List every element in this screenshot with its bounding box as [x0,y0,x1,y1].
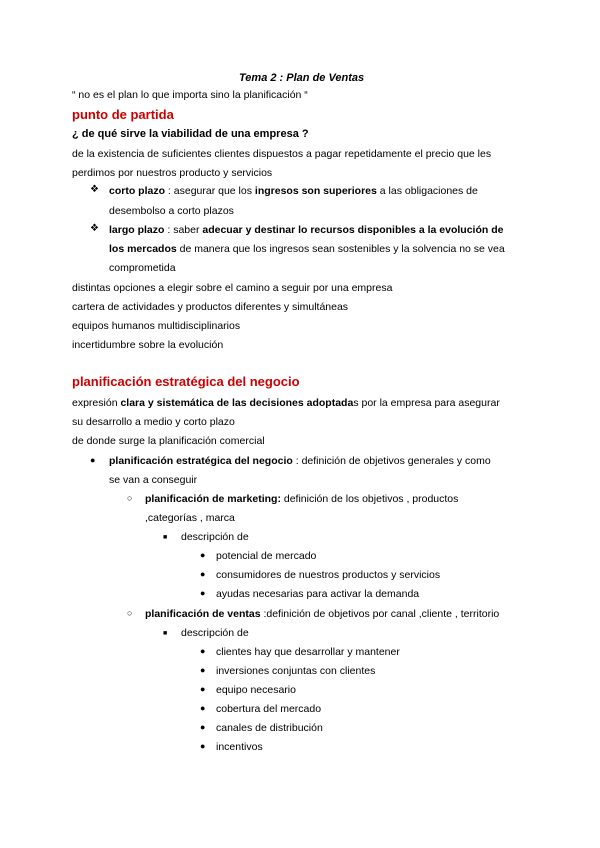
list-item: cobertura del mercado [216,703,322,715]
paragraph-line: perdimos por nuestros producto y servicios [72,167,273,179]
bullet-text: : saber [164,224,203,236]
list-item: incentivos [216,741,263,753]
bullet-short-term-cont: desembolso a corto plazos [109,205,234,217]
bullet-long-term [109,224,503,237]
text-run: s por la empresa para asegurar [353,397,500,409]
list-item: ayudas necesarias para activar la demanda [216,588,420,600]
disc-bullet-icon: ● [200,703,206,713]
heading-punto-de-partida: punto de partida [72,107,174,122]
bullet-emphasis: ingresos son superiores [254,185,377,197]
paragraph-line: equipos humanos multidisciplinarios [72,320,241,332]
text-run: expresión [72,397,121,409]
disc-bullet-icon: ● [90,455,96,465]
document-title: Tema 2 : Plan de Ventas [239,72,365,84]
paragraph-line [72,397,500,410]
paragraph-line: cartera de actividades y productos diferentes y simultáneas [72,301,349,313]
circle-bullet-icon: ○ [127,608,133,618]
list-item: canales de distribución [216,722,323,734]
list-item-estrategica [109,455,491,468]
bullet-text: a las obligaciones de [376,185,478,197]
list-item: potencial de mercado [216,550,317,562]
paragraph-line: de donde surge la planificación comercial [72,435,265,447]
paragraph-line: su desarrollo a medio y corto plazo [72,416,235,428]
list-item: equipo necesario [216,684,296,696]
item-text: :definición de objetivos por canal ,cliente , territorio [260,608,500,620]
disc-bullet-icon: ● [200,684,206,694]
paragraph-line: de la existencia de suficientes clientes dispuestos a pagar repetidamente el precio que les [72,148,492,160]
diamond-bullet-icon: ❖ [90,223,99,234]
short-term-label: corto plazo [109,185,166,197]
disc-bullet-icon: ● [200,550,206,560]
paragraph-line: incertidumbre sobre la evolución [72,339,224,351]
item-text: : definición de objetivos generales y como [292,455,491,467]
bullet-text: : asegurar que los [165,185,255,197]
diamond-bullet-icon: ❖ [90,184,99,195]
opening-quote: “ no es el plan lo que importa sino la planificación “ [72,89,308,101]
bullet-short-term [109,185,478,198]
description-label: descripción de [181,627,249,639]
description-label: descripción de [181,531,249,543]
item-label: planificación estratégica del negocio [109,455,293,467]
bullet-long-term-cont: comprometida [109,262,176,274]
disc-bullet-icon: ● [200,741,206,751]
list-item: inversiones conjuntas con clientes [216,665,376,677]
list-item: clientes hay que desarrollar y mantener [216,646,400,658]
viability-question: ¿ de qué sirve la viabilidad de una empresa ? [72,128,309,140]
disc-bullet-icon: ● [200,665,206,675]
bullet-emphasis: adecuar y destinar lo recursos disponibles a la evolución de [202,224,504,236]
square-bullet-icon: ■ [163,534,168,541]
list-item-cont: ,categorías , marca [145,512,235,524]
disc-bullet-icon: ● [200,646,206,656]
bullet-text: de manera que los ingresos sean sostenibles y la solvencia no se vea [176,243,505,255]
item-label: planificación de ventas [145,608,261,620]
list-item-marketing [145,493,458,506]
bullet-emphasis: los mercados [109,243,177,255]
disc-bullet-icon: ● [200,588,206,598]
list-item-ventas [145,608,499,621]
item-text: definición de los objetivos , productos [280,493,459,505]
heading-planificacion-estrategica: planificación estratégica del negocio [72,374,300,389]
list-item: consumidores de nuestros productos y servicios [216,569,441,581]
item-label: planificación de marketing: [145,493,281,505]
text-emphasis: clara y sistemática de las decisiones adoptada [120,397,354,409]
bullet-long-term-cont [109,243,505,256]
disc-bullet-icon: ● [200,569,206,579]
circle-bullet-icon: ○ [127,493,133,503]
disc-bullet-icon: ● [200,722,206,732]
long-term-label: largo plazo [109,224,165,236]
square-bullet-icon: ■ [163,630,168,637]
list-item-cont: se van a conseguir [109,474,198,486]
paragraph-line: distintas opciones a elegir sobre el camino a seguir por una empresa [72,282,393,294]
